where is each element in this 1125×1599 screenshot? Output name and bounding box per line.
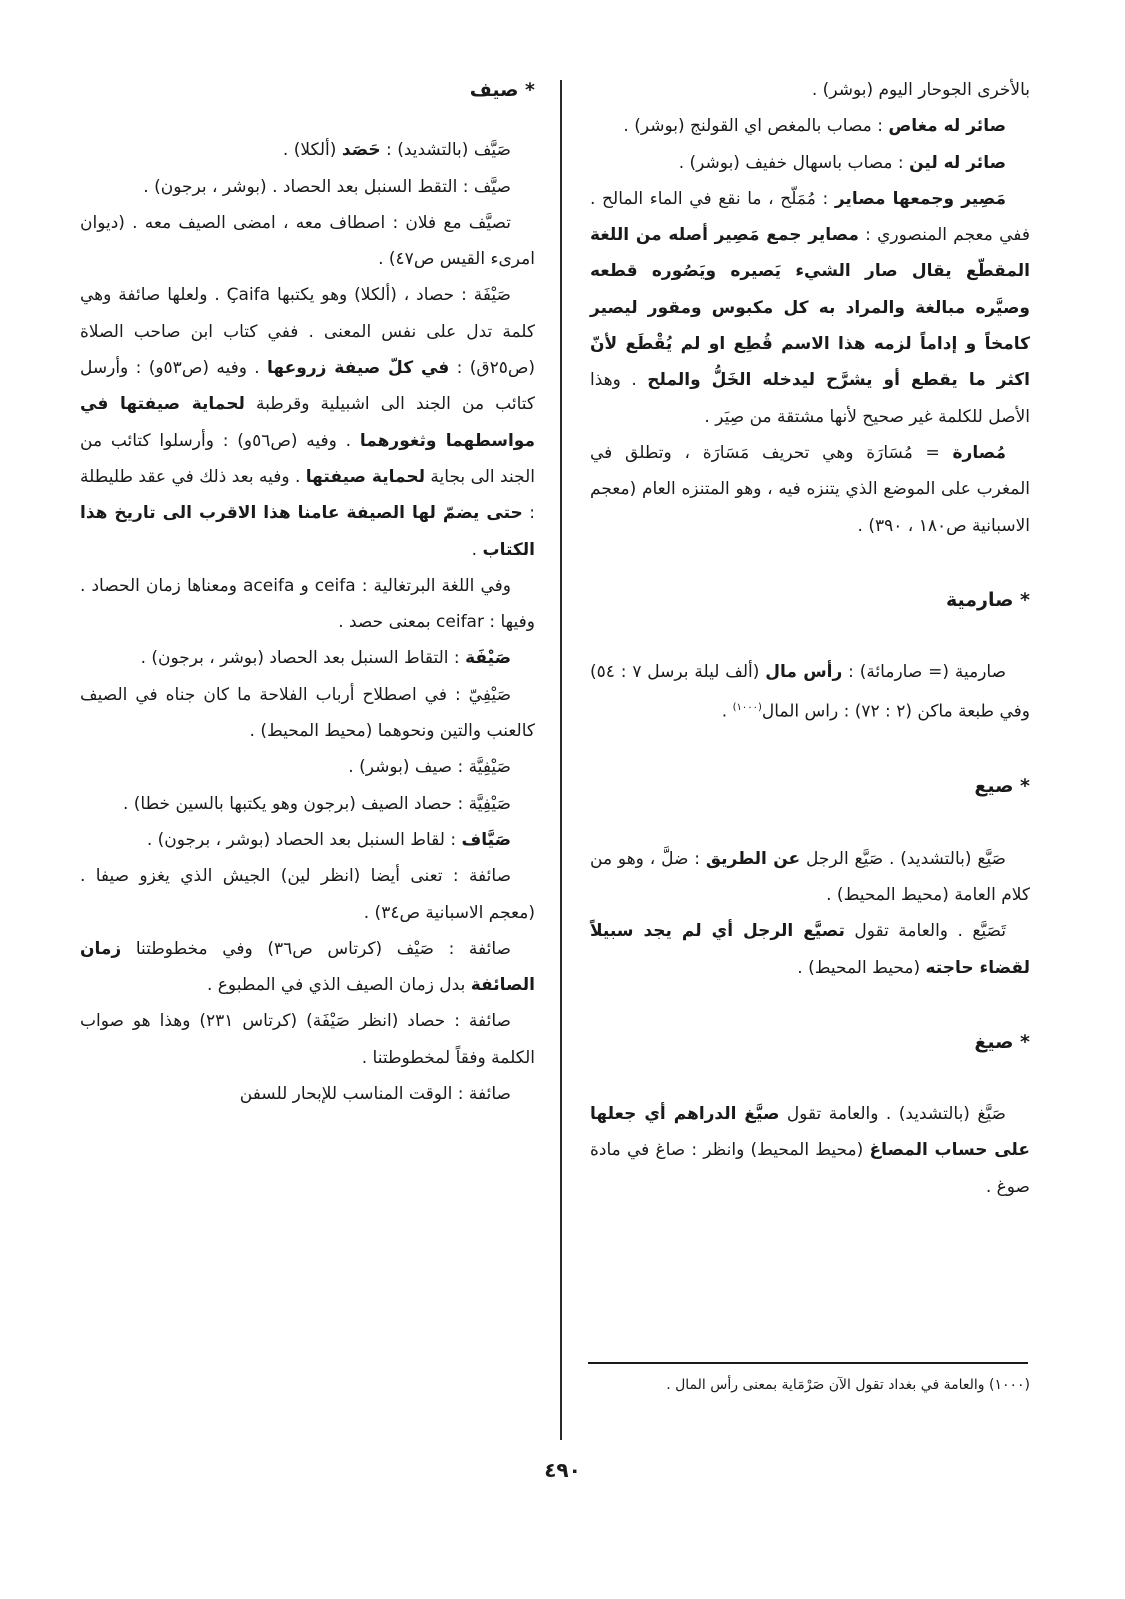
heading-sayygh: * صيغ <box>974 1030 1030 1053</box>
entry-sayfa-iltiqat: صَيْفَة : التقاط السنبل بعد الحصاد (بوشر ، برجون) . <box>140 648 511 669</box>
entry-saifa-jaysh: صائفة : تعنى أيضا (انظر لين) الجيش الذي يغزو صيفا . (معجم الاسبانية ص٣٤) . <box>80 866 535 923</box>
entry-tasayyaa: تَصَيَّع . والعامة تقول تصيَّع الرجل أي لم يجد سبيلاً لقضاء حاجته (محيط المحيط) . <box>590 921 1030 978</box>
entry-tasayyaf: تصيَّف مع فلان : اصطاف معه ، امضى الصيف معه . (ديوان امرىء القيس ص٤٧) . <box>80 212 535 270</box>
left-column <box>80 72 535 1112</box>
entry-sayyaa: صَيَّع (بالتشديد) . صَيَّع الرجل عن الطريق : ضلَّ ، وهو من كلام العامة (محيط المحيط) . <box>590 848 1030 905</box>
entry-sayfiyya-2: صَيْفِيَّة : حصاد الصيف (برجون وهو يكتبها بالسين خطا) . <box>122 793 511 814</box>
entry-saifa-sayf: صائفة : صَيْف (كرتاس ص٣٦) وفي مخطوطتنا زمان الصائفة بدل زمان الصيف الذي في المطبوع . <box>80 938 535 996</box>
column-divider <box>560 80 562 1440</box>
entry-saifa-waqt: صائفة : الوقت المناسب للإبحار للسفن <box>239 1084 511 1105</box>
entry-sayfi: صَيْفِيّ : في اصطلاح أرباب الفلاحة ما كان جناه في الصيف كالعنب والتين ونحوهما (محيط المحيط) . <box>80 684 535 742</box>
entry-masir: مَصِير وجمعها مصاير : مُمَلّح ، ما نقع في الماء المالح . ففي معجم المنصوري : مصاير جمع مَصِير أصله من اللغة المقطّع يقال صار الشيء يَصيره ويَصُوره قطعه وصيَّره مبالغة والمراد به كل مكبوس ومقور ليصير كامخاً و إداماً لزمه هذا الاسم قُطِع او لم يُقْطَع لأنّ اكثر ما يقطع أو يشرَّح ليدخله الخَلُّ والملح . وهذا الأصل للكلمة غير صحيح لأنها مشتقة من صِيَر . <box>590 188 1030 427</box>
entry-saifa-hasad: صائفة : حصاد (انظر صَيْفَة) (كرتاس ٢٣١) وهذا هو صواب الكلمة وفقاً لمخطوطتنا . <box>80 1011 535 1068</box>
heading-sayyi: * صيع <box>974 775 1030 798</box>
entry-sayfiyya-1: صَيْفِيَّة : صيف (بوشر) . <box>348 757 511 778</box>
entry-sayfa: صَيْفَة : حصاد ، (ألكلا) وهو يكتبها Çaifa . ولعلها صائفة وهي كلمة تدل على نفس المعنى . ففي كتاب ابن صاحب الصلاة (ص٢٥ق) : في كلّ صيفة زروعها . وفيه (ص٥٣و) : وأرسل كتائب من الجند الى اشبيلية وقرطبة لحماية صيفتها في مواسطهما وثغورهما . وفيه (ص٥٦و) : وأرسلوا كتائب من الجند الى بجاية لحماية صيفتها . وفيه بعد ذلك في عقد طليطلة : حتى يضمّ لها الصيفة عامنا هذا الاقرب الى تاريخ هذا الكتاب . <box>80 285 536 560</box>
paragraph: بالأخرى الجوحار اليوم (بوشر) . <box>811 80 1030 100</box>
entry-musara: مُصارة = مُسَارَة وهي تحريف مَسَارَة ، وتطلق في المغرب على الموضع الذي يتنزه فيه ، وهو المتنزه العام (معجم الاسبانية ص١٨٠ ، ٣٩٠) . <box>590 442 1030 536</box>
page-number: ٤٩٠ <box>544 1458 581 1482</box>
heading-sayf: * صيف <box>469 79 535 101</box>
footnote-rule <box>588 1362 1028 1364</box>
right-column <box>590 72 1030 1205</box>
entry-sayyaf-laqqat: صَيَّاف : لقاط السنبل بعد الحصاد (بوشر ، برجون) . <box>146 829 511 850</box>
footnote-ref: (١٠٠٠) <box>732 702 762 714</box>
entry-sayyaf-hasad: صَيَّف (بالتشديد) : حَصَد (ألكلا) . <box>282 140 511 161</box>
entry-sair-lahu-maghas: صائر له مغاص : مصاب بالمغص اي القولنج (بوشر) . <box>623 116 1006 137</box>
footnote: (١٠٠٠) والعامة في بغداد تقول الآن صَرْمَاية بمعنى رأس المال . <box>666 1377 1030 1393</box>
entry-sayyaf-iltaqat: صيَّف : التقط السنبل بعد الحصاد . (بوشر ، برجون) . <box>143 176 511 197</box>
entry-portuguese: وفي اللغة البرتغالية : ceifa و aceifa ومعناها زمان الحصاد . وفيها : ceifar بمعنى حصد . <box>80 575 535 633</box>
entry-sarimiya: صارمية (= صارمائة) : رأس مال (ألف ليلة برسل ٧ : ٥٤) وفي طبعة ماكن (٢ : ٧٢) : راس المال$^{(١٠٠٠)}$ . <box>590 662 1030 723</box>
heading-sarimiya: * صارمية <box>945 588 1030 611</box>
entry-sayyagh: صَيَّغ (بالتشديد) . والعامة تقول صيَّغ الدراهم أي جعلها على حساب المصاغ (محيط المحيط) وانظر : صاغ في مادة صوغ . <box>590 1104 1030 1197</box>
entry-sair-lahu-lin: صائر له لين : مصاب باسهال خفيف (بوشر) . <box>678 152 1006 173</box>
